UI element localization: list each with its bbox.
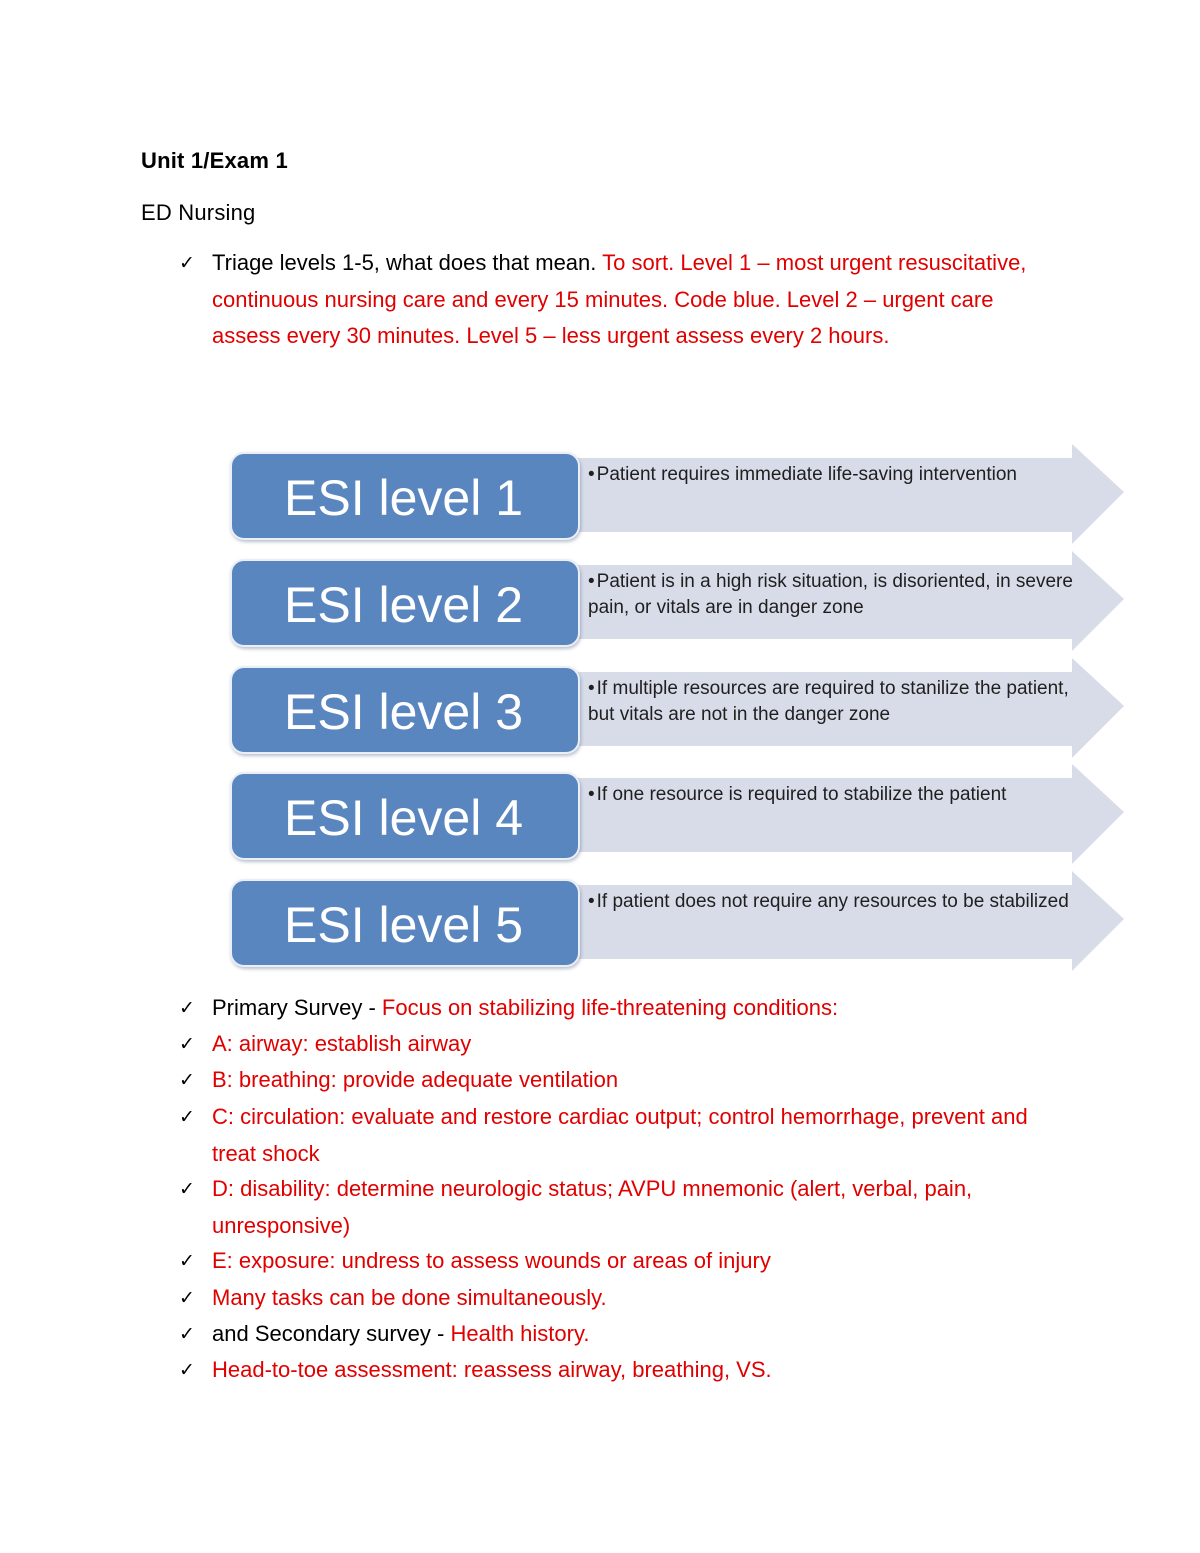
survey-item-note: C: circulation: evaluate and restore cardiac output; control hemorrhage, prevent and treat shock <box>212 1104 1028 1166</box>
document-title: Unit 1/Exam 1 <box>141 148 288 173</box>
esi-level-description: • If one resource is required to stabilize the patient <box>588 784 1007 805</box>
check-icon: ✓ <box>179 1323 195 1345</box>
survey-item-lead: Primary Survey - <box>212 995 382 1020</box>
esi-level-description: • If multiple resources are required to stanilize the patient, but vitals are not in the danger zone <box>588 678 1069 725</box>
esi-levels-diagram <box>222 440 1132 980</box>
survey-item-note: Focus on stabilizing life-threatening conditions: <box>381 995 839 1020</box>
esi-level-description: • Patient is in a high risk situation, is disoriented, in severe pain, or vitals are in danger zone <box>588 571 1073 618</box>
survey-item-lead: and Secondary survey - <box>212 1321 451 1346</box>
survey-item-note: A: airway: establish airway <box>212 1031 472 1056</box>
check-icon: ✓ <box>179 997 195 1019</box>
check-icon: ✓ <box>179 1033 195 1055</box>
triage-text <box>212 245 1059 355</box>
survey-item-note: E: exposure: undress to assess wounds or areas of injury <box>212 1248 771 1273</box>
survey-item <box>179 1243 1059 1280</box>
survey-item <box>179 1171 1059 1244</box>
section-heading: ED Nursing <box>141 200 256 225</box>
check-icon: ✓ <box>179 1178 195 1200</box>
triage-list-item <box>179 245 1059 355</box>
esi-level-label: ESI level 1 <box>230 452 580 540</box>
esi-row-4 <box>222 760 1132 866</box>
check-icon: ✓ <box>179 1106 195 1128</box>
esi-level-description: • If patient does not require any resources to be stabilized <box>588 891 1069 912</box>
survey-item <box>179 1062 1059 1099</box>
check-icon: ✓ <box>179 1287 195 1309</box>
check-icon: ✓ <box>179 252 195 274</box>
survey-item-note: Head-to-toe assessment: reassess airway, breathing, VS. <box>212 1357 772 1382</box>
esi-level-label: ESI level 2 <box>230 559 580 647</box>
survey-item <box>179 990 1059 1027</box>
esi-level-description: • Patient requires immediate life-saving intervention <box>588 464 1017 485</box>
esi-row-2 <box>222 547 1132 653</box>
esi-row-5 <box>222 867 1132 973</box>
check-icon: ✓ <box>179 1069 195 1091</box>
triage-notes: To sort. Level 1 – most urgent resuscitative, continuous nursing care and every 15 minutes. Code blue. Level 2 – urgent care assess every 30 minutes. Level 5 – less urgent assess every 2 hours. <box>212 250 1027 348</box>
survey-item-note: Many tasks can be done simultaneously. <box>212 1285 607 1310</box>
esi-level-label: ESI level 3 <box>230 666 580 754</box>
survey-item-note: B: breathing: provide adequate ventilation <box>212 1067 619 1092</box>
esi-level-label: ESI level 5 <box>230 879 580 967</box>
esi-row-1 <box>222 440 1132 546</box>
survey-item <box>179 1316 1059 1353</box>
check-icon: ✓ <box>179 1250 195 1272</box>
survey-item-note: D: disability: determine neurologic status; AVPU mnemonic (alert, verbal, pain, unresponsive) <box>212 1176 973 1238</box>
survey-item <box>179 1026 1059 1063</box>
esi-row-3 <box>222 654 1132 760</box>
survey-item <box>179 1352 1059 1389</box>
triage-lead-text: Triage levels 1-5, what does that mean. <box>212 250 597 275</box>
survey-item-note: Health history. <box>450 1321 590 1346</box>
esi-level-label: ESI level 4 <box>230 772 580 860</box>
check-icon: ✓ <box>179 1359 195 1381</box>
survey-item <box>179 1280 1059 1317</box>
survey-item <box>179 1099 1059 1172</box>
